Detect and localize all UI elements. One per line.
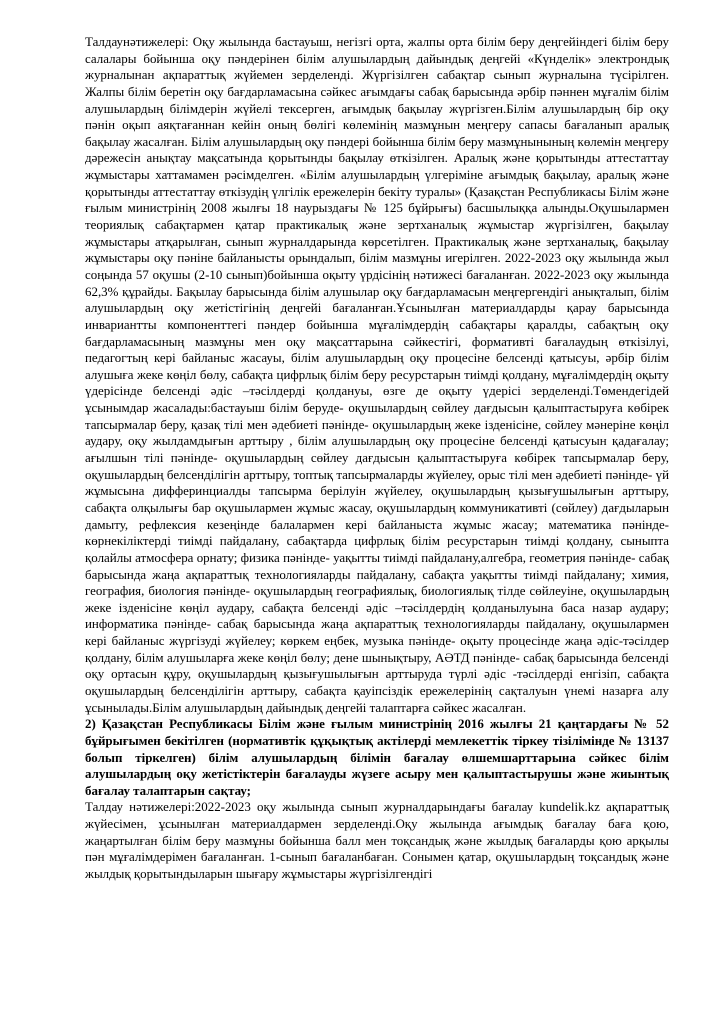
analysis-paragraph-1: Талдаунәтижелері: Оқу жылында бастауыш, негізгі орта, жалпы орта білім беру деңгейіндегі білім беру салалары бойынша оқу пәндерінен білім алушылардың дайындық деңгейі «Күнделік» электрондық журналынан ақпараттық жүйемен зерделенді. Жүргізілген сабақтар сынып журналына түсірілген. Жалпы білім беретін оқу бағдарламасына сәйкес ағымдағы сабақ барысында әрбір пәннен мұғалім білім алушылардың білімдерін жүйелі тексерген, ағымдық бақылау жүргізген.Білім алушылардың бір оқу пәнін оқып аяқтағаннан кейін оның бөлігі көлемінің мазмұнын меңгеру сапасы бағаланып аралық бақылау жасалған. Білім алушылардың оқу пәндері бойынша білім беру мазмұнынының көлемін меңгеру дәрежесін анықтау мақсатында қорытынды бақылау өткізілген. Аралық және қорытынды аттестаттау жұмыстары хаттамамен рәсімделген. «Білім алушылардың үлгеріміне ағымдық бақылау, аралық және қорытынды аттестаттау өткізудің үлгілік ережелерін бекіту туралы» (Қазақстан Республикасы Білім және ғылым министрінің 2008 жылғы 18 наурыздағы № 125 бұйрығы) басшылыққа алынды.Оқушылармен теориялық сабақтармен қатар практикалық және зертханалық жұмыстар жүргізілген, бақылау жұмыстары атқарылған, сынып журналдарында көрсетілген. Практикалық және зертханалық, бақылау жұмыстары оқу пәніне байланысты орындалып, білім мазмұны игерілген. 2022-2023 оқу жылында жыл соңында 57 оқушы (2-10 сынып)бойынша оқыту үрдісінің нәтижесі бағаланған. 2022-2023 оқу жылында 62,3% құрайды. Бақылау барысында білім алушылар оқу бағдарламасын меңгергендігі анықталып, білім алушылардың оқу жетістігінің деңгейі бағаланған.Ұсынылған материалдарды қарау барысында инвариантты компоненттегі пәндер бойынша мұғалімдердің сабақтары қаралды, сабақтың оқу бағдарламасының мазмұны мен оқу мақсаттарына сәйкестігі, формативті бағалаудың өткізілуі, педагогтың кері байланыс жасауы, білім алушылардың оқу процесіне белсенді қатысуы, әрбір білім алушыға жеке көңіл бөлу, сабақта цифрлық білім беру ресурстарын тиімді қолдану, мұғалімдердің оқыту үдерісінде белсенді әдіс –тәсілдерді қолдануы, өзге де оқыту үдерісі зерделенді.Төмендегідей ұсынымдар жасалады:бастауыш білім беруде- оқушылардың сөйлеу дағдысын қалыптастыруға көбірек тапсырмалар беру, қазақ тілі мен әдебиеті пәнінде- оқушылардың жеке ізденісіне, сөйлеу мәнеріне көңіл аудару, оқу жылдамдығын арттыру , білім алушылардың оқу процесіне белсенді қатысуын қадағалау; ағылшын тілі пәнінде- оқушылардың сөйлеу дағдысын қалыптастыруға көбірек тапсырмалар беру, оқушылардың белсенділігін арттыру, топтық тапсырмаларды жүйелеу, орыс тілі мен әдебиеті пәнінде- үй жұмысына дифферинциалды тапсырма берілуін жүйелеу, оқушылардың қызығушылығын арттыру, сабақта олқылығы бар оқушылармен жұмыс жасау, оқушылардың коммуникативті (сөйлеу) дағдыларын дамыту, рефлексия кезеңінде балалармен кері байланыста жұмыс жасау; математика пәнінде- көрнекіліктерді тиімді пайдалану, сабақтарда цифрлық білім ресурстарын тиімді қолдану, сыныпта қолайлы атмосфера орнату; физика пәнінде- уақытты тиімді пайдалану,алгебра, геометрия пәнінде- сабақ барысында жаңа ақпараттық технологияларды пайдалану, сабақта уақытты тиімді пайдалану; химия, география, биология пәнінде- оқушылардың географиялық, биологиялық тілде сөйлеуіне, оқушылардың жеке ізденісіне көңіл аудару, сабақта белсенді әдіс –тәсілдердің қолданылуына баса назар аудару; информатика пәнінде- сабақ барысында жаңа ақпараттық технологияларды пайдалану, оқушылармен кері байланыс жүргізуді жүйелеу; көркем еңбек, музыка пәнінде- оқыту процесінде жаңа әдіс-тәсілдер қолдану, білім алушыларға жеке көңіл бөлу; дене шынықтыру, АӘТД пәнінде- сабақ барысында белсенді оқу ортасын құру, оқушылардың қызығушылығын арттыруда түрлі әдіс -тәсілдерді енгізіп, сабақта оқушылардың белсенділігін арттыру, сабақта қауіпсіздік ережелерінің сақталуын үнемі назарға алу ұсынылады.Білім алушылардың дайындық деңгейі талаптарға сәйкес жасалған. — [85, 34, 669, 715]
section-heading-2: 2) Қазақстан Республикасы Білім және ғылым министрінің 2016 жылғы 21 қаңтардағы № 52 бұйрығымен бекітілген (нормативтік құқықтық актілерді мемлекеттік тіркеу тізілімінде № 13137 болып тіркелген) білім алушылардың білімін бағалау өлшемшарттарына сәйкес білім алушылардың оқу жетістіктерін бағалауды жүзеге асыру мен қалыптастырушы және жиынтық бағалау талаптарын сақтау; — [85, 716, 669, 798]
analysis-paragraph-2: Талдау нәтижелері:2022-2023 оқу жылында сынып журналдарындағы бағалау kundelik.kz ақпараттық жүйесімен, ұсынылған материалдармен зерделенді.Оқу жылында ағымдық бағалау баға қою, жаңартылған білім беру мазмұны бойынша балл мен тоқсандық және жылдық бағаларды қою арқылы пән мұғалімдерімен бағаланған. 1-сынып бағаланбаған. Сонымен қатар, оқушылардың тоқсандық және жылдық қорытындыларын шығару жұмыстары жүргізілгендігі — [85, 799, 669, 882]
